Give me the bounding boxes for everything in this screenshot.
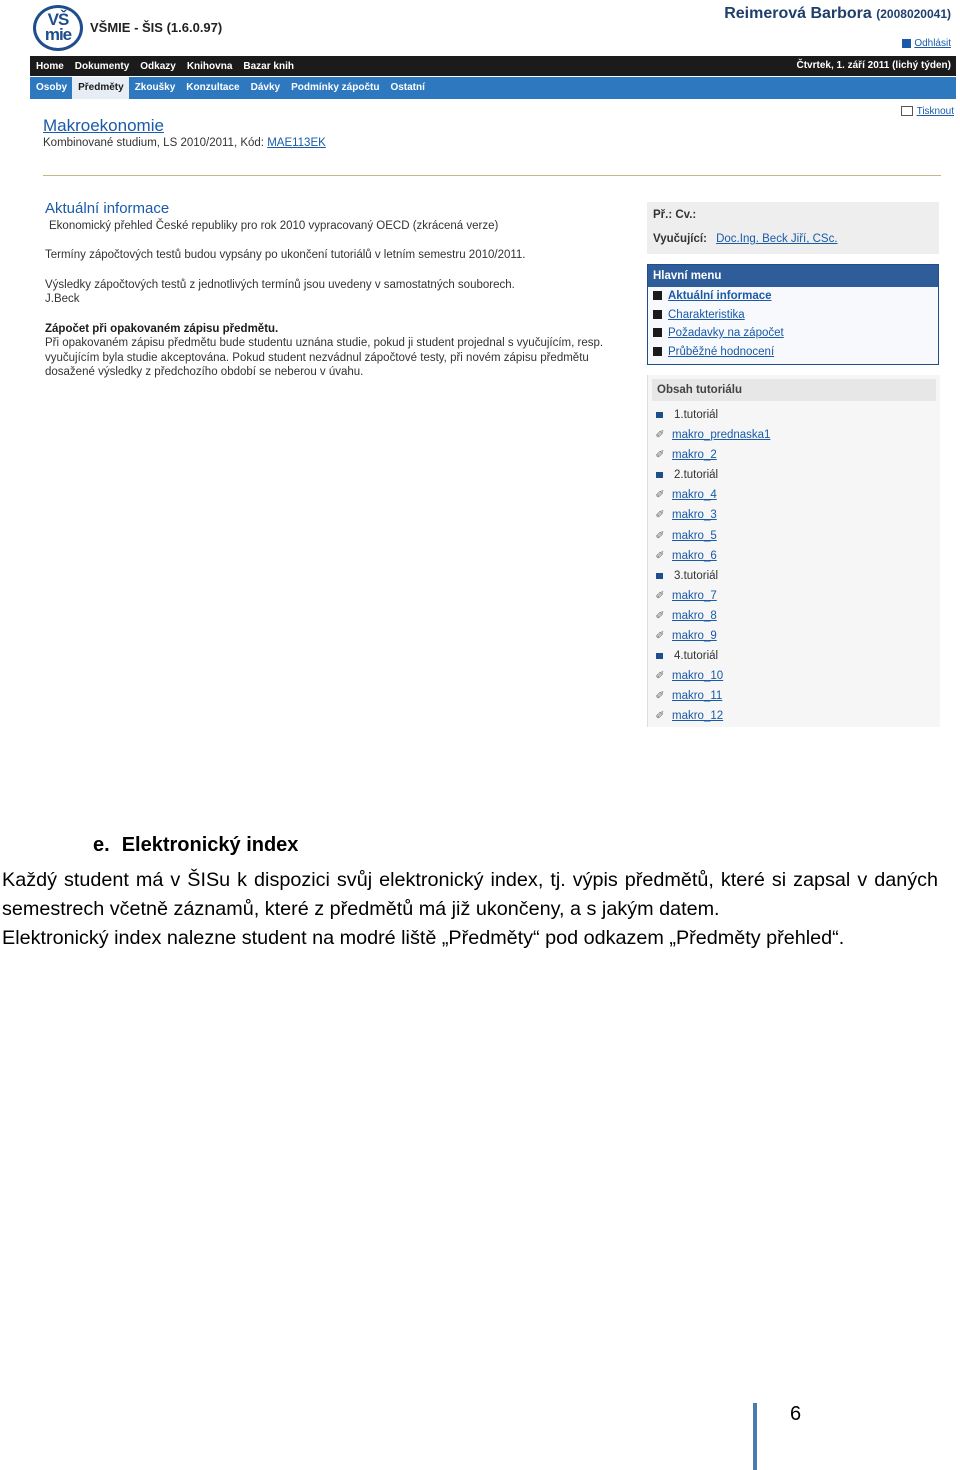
news-repeat-body: Při opakovaném zápisu předmětu bude studentu uznána studie, pokud ji student projednal s vyučujícím, resp. vyučujícím byla studie akceptována. Pokud student nezvádnul zápočtové testy, při novém zápisu předmětu dosažené výsledky z předchozího období se neberou v úvahu. [45,337,604,378]
menu-item-label[interactable]: Aktuální informace [668,290,772,302]
bullet-icon [653,328,662,337]
top-navigation [30,56,956,76]
topnav-bazar-knih[interactable]: Bazar knih [243,61,294,72]
topnav-odkazy[interactable]: Odkazy [140,61,176,72]
bullet-icon [653,310,662,319]
tutorial-header [648,566,940,586]
page-number: 6 [790,1403,802,1425]
body-text [2,866,938,953]
tutorial-file-item[interactable] [648,546,940,566]
main-menu [647,264,939,365]
tutorial-file-link[interactable]: makro_11 [672,690,723,703]
teacher-row [647,233,939,245]
course-subtitle [43,137,326,149]
tutorial-file-link[interactable]: makro_prednaska1 [672,429,771,442]
news-item-repeat [45,322,605,380]
news-section [45,202,605,395]
section-title: Elektronický index [121,834,299,856]
current-date: Čtvrtek, 1. září 2011 (lichý týden) [796,60,951,71]
tutorial-file-item[interactable] [648,606,940,626]
paperclip-icon: ✐ [655,609,665,622]
print-link[interactable] [901,106,954,117]
course-code-link[interactable]: MAE113EK [267,137,326,149]
tutorial-header-label: 4.tutoriál [674,650,719,663]
subnav-osoby[interactable]: Osoby [36,82,68,93]
subnav-podminky-zapoctu[interactable]: Podmínky zápočtu [291,82,380,93]
tutorial-file-item[interactable] [648,666,940,686]
tutorial-file-link[interactable]: makro_12 [672,710,724,723]
tutorial-file-link[interactable]: makro_5 [672,529,717,542]
tutorial-header [648,405,940,425]
news-item-terms: Termíny zápočtových testů budou vypsány po ukončení tutoriálů v letním semestru 2010/2011. [45,249,526,261]
bullet-icon [653,291,662,300]
tutorial-file-item[interactable] [648,626,940,646]
section-number: e. [93,834,110,856]
tutorial-file-link[interactable]: makro_7 [672,589,717,602]
subnav-predmety[interactable]: Předměty [72,77,129,99]
tutorial-file-link[interactable]: makro_4 [672,489,717,502]
menu-item-label[interactable]: Požadavky na zápočet [668,327,784,339]
topnav-dokumenty[interactable]: Dokumenty [74,61,130,72]
paperclip-icon: ✐ [655,690,665,703]
topnav-knihovna[interactable]: Knihovna [186,61,233,72]
tutorial-header-label: 3.tutoriál [674,569,719,582]
menu-item-aktualni-informace[interactable] [648,287,938,306]
subnav-ostatni[interactable]: Ostatní [390,82,425,93]
news-heading: Aktuální informace [45,200,170,217]
news-results-text: Výsledky zápočtových testů z jednotlivých termínů jsou uvedeny v samostatných souborech. [45,278,515,291]
tutorial-file-link[interactable]: makro_2 [672,449,717,462]
page-number-bar [753,1403,757,1470]
subnav-zkousky[interactable]: Zkoušky [134,82,176,93]
paperclip-icon: ✐ [655,529,665,542]
paragraph-1: Každý student má v ŠISu k dispozici svůj elektronický index, tj. výpis předmětů, které si zapsal v daných semestrech včetně záznamů, které z předmětů má již ukončeny, a s jakým datem. [2,869,938,920]
paperclip-icon: ✐ [655,489,665,502]
news-repeat-heading: Zápočet při opakovaném zápisu předmětu. [45,322,279,335]
subnav-konzultace[interactable]: Konzultace [186,82,240,93]
tutorial-file-link[interactable]: makro_6 [672,549,717,562]
tutorial-file-item[interactable] [648,526,940,546]
app-title: VŠMIE - ŠIS (1.6.0.97) [90,20,223,35]
course-subtitle-text: Kombinované studium, LS 2010/2011, Kód: [43,137,264,149]
paragraph-2: Elektronický index nalezne student na modré liště „Předměty“ pod odkazem „Předměty přehled“. [2,927,845,949]
paperclip-icon: ✐ [655,670,665,683]
paperclip-icon: ✐ [655,630,665,643]
menu-item-label[interactable]: Charakteristika [668,308,745,321]
screenshot-sis-course-page [30,0,956,730]
menu-item-label[interactable]: Průběžné hodnocení [668,345,775,358]
tutorial-file-item[interactable] [648,505,940,525]
tutorial-header [648,646,940,666]
logout-icon [902,39,911,48]
course-meta-box [647,202,939,254]
news-results-author: J.Beck [45,293,80,305]
paperclip-icon: ✐ [655,549,665,562]
section-heading [93,834,298,857]
paperclip-icon: ✐ [655,710,665,723]
square-bullet-icon [656,472,663,478]
tutorial-header-label: 1.tutoriál [674,409,719,421]
paperclip-icon: ✐ [655,509,665,522]
menu-item-pozadavky[interactable] [648,324,938,343]
user-name: Reimerová Barbora [724,5,872,22]
tutorial-file-item[interactable] [648,686,940,706]
news-item-results [45,278,605,307]
user-id: (2008020041) [876,7,951,21]
topnav-home[interactable]: Home [36,61,64,72]
square-bullet-icon [656,653,663,659]
tutorial-file-link[interactable]: makro_9 [672,630,717,643]
paperclip-icon: ✐ [655,589,665,602]
tutorial-header [648,465,940,485]
menu-item-prubezne-hodnoceni[interactable] [648,343,938,362]
user-name-display [724,5,951,23]
menu-item-charakteristika[interactable] [648,306,938,325]
tutorial-contents [647,375,940,727]
paperclip-icon: ✐ [655,449,665,462]
square-bullet-icon [656,412,663,418]
paperclip-icon: ✐ [655,429,665,442]
printer-icon [901,106,913,116]
course-title[interactable]: Makroekonomie [43,116,164,135]
vsmie-logo[interactable]: VŠ mie [33,5,83,51]
logout-link[interactable] [902,38,951,49]
tutorial-file-item[interactable] [648,425,940,445]
teacher-link[interactable]: Doc.Ing. Beck Jiří, CSc. [716,233,838,245]
tutorial-file-item[interactable] [648,706,940,726]
tutorial-file-item[interactable] [648,586,940,606]
tutorial-file-link[interactable]: makro_8 [672,609,717,622]
bullet-icon [653,347,662,356]
teacher-label: Vyučující: [653,233,707,245]
tutorial-header-label: 2.tutoriál [674,469,719,482]
tutorial-file-link[interactable]: makro_3 [672,509,717,522]
lecture-seminar-label: Př.: Cv.: [653,209,697,221]
logout-label[interactable]: Odhlásit [914,38,951,49]
tutorial-file-item[interactable] [648,485,940,505]
tutorial-file-link[interactable]: makro_10 [672,670,724,683]
tutorial-title: Obsah tutoriálu [652,379,936,401]
main-menu-title: Hlavní menu [648,265,938,287]
square-bullet-icon [656,573,663,579]
tutorial-file-item[interactable] [648,445,940,465]
sub-navigation [30,77,956,99]
print-label[interactable]: Tisknout [916,106,954,117]
tutorial-list [648,405,940,727]
news-item-oecd[interactable]: Ekonomický přehled České republiky pro rok 2010 vypracovaný OECD (zkrácená verze) [49,219,499,232]
subnav-davky[interactable]: Dávky [250,82,281,93]
divider [43,175,941,176]
